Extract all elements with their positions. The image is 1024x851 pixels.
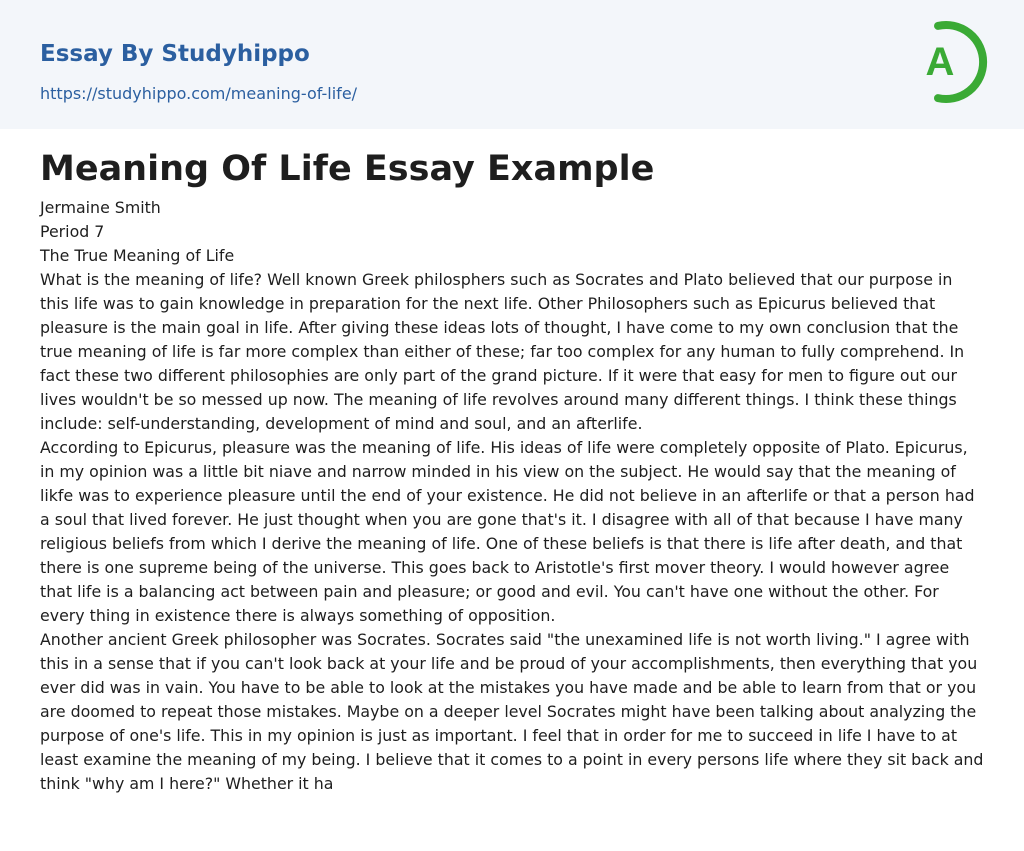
essay-author: Jermaine Smith bbox=[40, 198, 161, 217]
site-brand[interactable]: Essay By Studyhippo bbox=[40, 41, 310, 67]
studyhippo-logo-icon[interactable] bbox=[908, 18, 992, 106]
essay-paragraph-2: According to Epicurus, pleasure was the meaning of life. His ideas of life were completely opposite of Plato. Epicurus, in my opinion was a little bit niave and narrow minded in his view on the subject. He would say that the meaning of likfe was to experience pleasure until the end of your existence. He did not believe in an afterlife or that a person had a soul that lived forever. He just thought when you are gone that's it. I disagree with all of that because I have many religious beliefs from which I derive the meaning of life. One of these beliefs is that there is life after death, and that there is one supreme being of the universe. This goes back to Aristotle's first mover theory. I would however agree that life is a balancing act between pain and pleasure; or good and evil. You can't have one without the other. For every thing in existence there is always something of opposition. bbox=[40, 438, 975, 625]
essay-paragraph-3: Another ancient Greek philosopher was Socrates. Socrates said "the unexamined life is not worth living." I agree with this in a sense that if you can't look back at your life and be proud of your accomplishments, then everything that you ever did was in vain. You have to be able to look at the mistakes you have made and be able to learn from that or you are doomed to repeat those mistakes. Maybe on a deeper level Socrates might have been talking about analyzing the purpose of one's life. This in my opinion is just as important. I feel that in order for me to succeed in life I have to at least examine the meaning of my being. I believe that it comes to a point in every persons life where they sit back and think "why am I here?" Whether it ha bbox=[40, 630, 984, 793]
essay-subtitle: The True Meaning of Life bbox=[40, 246, 235, 265]
page-url-link[interactable]: https://studyhippo.com/meaning-of-life/ bbox=[40, 84, 358, 103]
page-title: Meaning Of Life Essay Example bbox=[40, 149, 655, 189]
essay-period: Period 7 bbox=[40, 222, 105, 241]
logo-letter: A bbox=[925, 40, 955, 84]
site-header bbox=[0, 0, 1024, 129]
essay-paragraph-1: What is the meaning of life? Well known Greek philosphers such as Socrates and Plato believed that our purpose in this life was to gain knowledge in preparation for the next life. Other Philosophers such as Epicurus believed that pleasure is the main goal in life. After giving these ideas lots of thought, I have come to my own conclusion that the true meaning of life is far more complex than either of these; far too complex for any human to fully comprehend. In fact these two different philosophies are only part of the grand picture. If it were that easy for men to figure out our lives wouldn't be so messed up now. The meaning of life revolves around many different things. I think these things include: self-understanding, development of mind and soul, and an afterlife. bbox=[40, 270, 965, 433]
essay-content bbox=[40, 129, 986, 796]
